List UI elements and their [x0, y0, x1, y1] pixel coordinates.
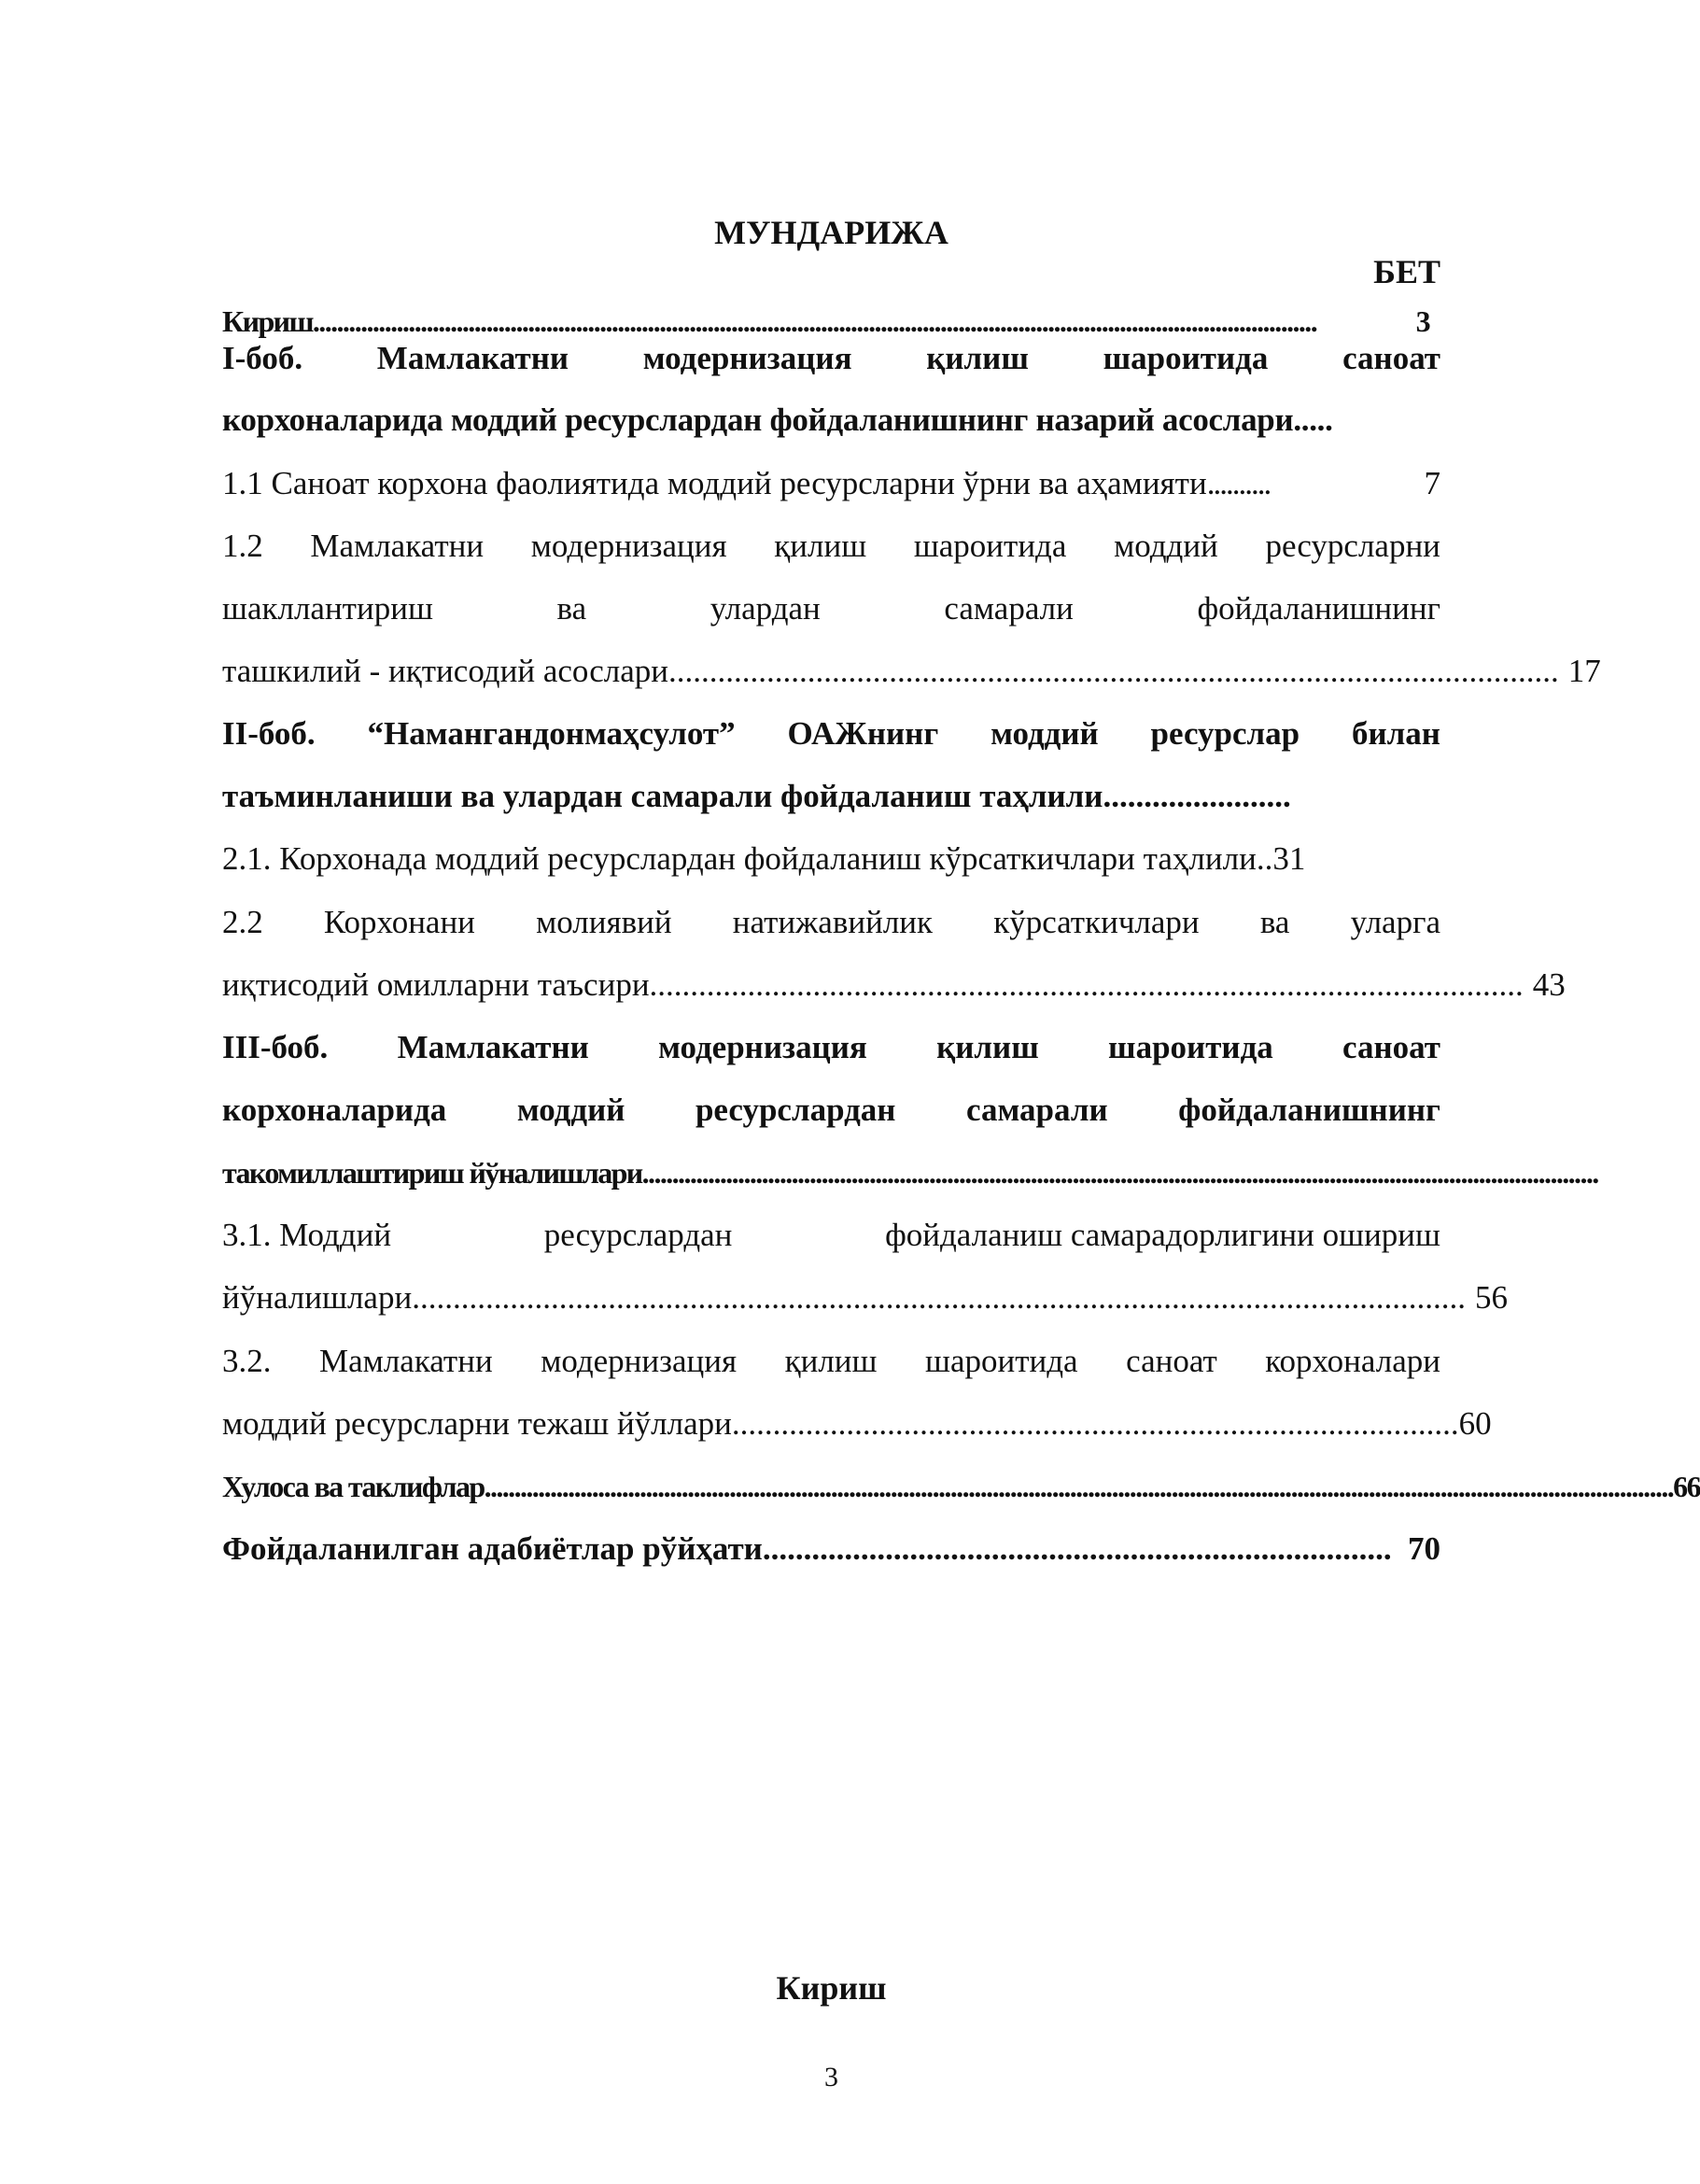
- toc-leader-dots: ..: [1256, 840, 1273, 877]
- toc-word: корхоналарида: [222, 1092, 447, 1128]
- toc-entry-title: йўналишлари: [222, 1279, 413, 1316]
- toc-word: ресурслардан: [543, 1217, 733, 1253]
- toc-section-1-2-line1[interactable]: [222, 526, 1440, 567]
- toc-word: молиявий: [536, 904, 672, 940]
- toc-entry-title: Фойдаланилган адабиётлар рўйҳати: [222, 1530, 763, 1567]
- toc-entry-title: 1.1 Саноат корхона фаолиятида моддий ресурсларни ўрни ва аҳамияти: [222, 465, 1207, 501]
- toc-word: 1.2: [222, 528, 263, 564]
- toc-leader-dots: ........................................................................................................................................................................: [312, 304, 1317, 338]
- toc-entry-title: таъминланиши ва улардан самарали фойдаланиш таҳлили: [222, 778, 1103, 814]
- toc-word: самарали: [965, 1092, 1108, 1128]
- toc-page-number: 60: [1458, 1405, 1492, 1442]
- toc-entry-title: иқтисодий омилларни таъсири: [222, 966, 650, 1003]
- toc-word: Мамлакатни: [376, 340, 569, 376]
- toc-word: саноат: [1342, 340, 1440, 376]
- toc-chapter-3-line1[interactable]: [222, 1027, 1440, 1068]
- toc-entry-title: моддий ресурсларни тежаш йўллари: [222, 1405, 732, 1442]
- toc-word: шароитида: [1103, 340, 1269, 376]
- toc-word: қилиш: [926, 340, 1029, 376]
- toc-section-1-2-line3[interactable]: [222, 651, 1601, 692]
- toc-word: модернизация: [658, 1029, 867, 1065]
- toc-leader-dots: ..........: [1206, 465, 1271, 501]
- page-number: 3: [824, 2062, 838, 2092]
- toc-word: қилиш: [784, 1343, 878, 1379]
- toc-section-3-2-line2[interactable]: [222, 1403, 1492, 1444]
- toc-word: ва: [556, 590, 587, 627]
- toc-leader-dots: .......................: [1103, 778, 1291, 814]
- toc-word: билан: [1352, 715, 1440, 752]
- toc-leader-dots: .............................................................................................................: [668, 653, 1559, 689]
- page-column-label: БЕТ: [1373, 253, 1440, 290]
- toc-entry-title: корхоналарида моддий ресурслардан фойдаланишнинг назарий асослари: [222, 402, 1294, 438]
- toc-word: қилиш: [774, 528, 867, 564]
- toc-word: ва: [1259, 904, 1290, 940]
- toc-entry-title: Кириш: [222, 304, 313, 338]
- toc-leader-dots: ...........................................................................................................: [649, 966, 1524, 1003]
- toc-word: модернизация: [541, 1343, 738, 1379]
- toc-section-1-2-line2[interactable]: [222, 588, 1440, 629]
- toc-word: самарали: [944, 590, 1074, 627]
- toc-word: корхоналари: [1265, 1343, 1440, 1379]
- toc-word: натижавийлик: [732, 904, 934, 940]
- toc-entry-title: Хулоса ва таклифлар: [222, 1470, 485, 1503]
- toc-leader-dots: .............................................................................: [762, 1530, 1392, 1567]
- toc-word: ресурсларни: [1265, 528, 1440, 564]
- toc-word: Мамлакатни: [310, 528, 485, 564]
- toc-leader-dots: ................................................................................................................................................................: [641, 1156, 1598, 1190]
- toc-entry-title: такомиллаштириш йўналишлари: [222, 1156, 642, 1190]
- toc-entry-references[interactable]: [222, 1529, 1440, 1570]
- toc-page-number: 31: [1272, 840, 1306, 877]
- toc-word: кўрсаткичлари: [993, 904, 1200, 940]
- toc-page-number: 56: [1474, 1279, 1508, 1316]
- toc-page-number: 43: [1532, 966, 1566, 1003]
- toc-page-number: 3: [1415, 304, 1429, 338]
- toc-word: ОАЖнинг: [787, 715, 939, 752]
- toc-word: фойдаланишнинг: [1197, 590, 1440, 627]
- toc-chapter-1-line2[interactable]: [222, 400, 1440, 441]
- toc-chapter-2-line1[interactable]: [222, 713, 1440, 754]
- toc-page-number: 66: [1673, 1470, 1700, 1503]
- toc-word: улардан: [710, 590, 821, 627]
- toc-leader-dots: .......................................................................................................................................................................................................: [484, 1470, 1674, 1503]
- toc-section-3-1-line2[interactable]: [222, 1277, 1508, 1318]
- toc-word: Мамлакатни: [319, 1343, 493, 1379]
- toc-entry-title: 2.1. Корхонада моддий ресурслардан фойдаланиш кўрсаткичлари таҳлили: [222, 840, 1257, 877]
- toc-section-1-1[interactable]: [222, 463, 1440, 504]
- toc-page-number: 7: [1424, 465, 1440, 501]
- toc-entry-intro[interactable]: [222, 301, 1440, 342]
- toc-chapter-1-line1[interactable]: [222, 338, 1440, 379]
- toc-chapter-3-line3[interactable]: [222, 1152, 1598, 1193]
- toc-word: фойдаланишнинг: [1178, 1092, 1440, 1128]
- toc-chapter-2-line2[interactable]: [222, 776, 1440, 817]
- toc-word: ресурслардан: [695, 1092, 896, 1128]
- toc-word: шароитида: [1108, 1029, 1273, 1065]
- toc-word: Мамлакатни: [397, 1029, 589, 1065]
- toc-word: шароитида: [925, 1343, 1078, 1379]
- toc-section-3-1-line1[interactable]: [222, 1215, 1440, 1256]
- toc-chapter-3-line2[interactable]: [222, 1090, 1440, 1131]
- toc-section-2-2-line1[interactable]: [222, 902, 1440, 943]
- toc-word: саноат: [1126, 1343, 1217, 1379]
- toc-leader-dots: .........................................................................................: [731, 1405, 1459, 1442]
- toc-section-2-1[interactable]: [222, 838, 1440, 880]
- toc-word: қилиш: [936, 1029, 1039, 1065]
- toc-word: уларга: [1350, 904, 1440, 940]
- toc-word: ресурслар: [1150, 715, 1300, 752]
- toc-word: фойдаланиш самарадорлигини ошириш: [885, 1217, 1440, 1253]
- toc-entry-title: ташкилий - иқтисодий асослари: [222, 653, 669, 689]
- toc-section-2-2-line2[interactable]: [222, 965, 1566, 1006]
- toc-page-number: 70: [1408, 1530, 1440, 1567]
- toc-word: шакллантириш: [222, 590, 433, 627]
- toc-page-number: 17: [1567, 653, 1601, 689]
- toc-word: III-боб.: [222, 1029, 329, 1065]
- section-heading-intro: Кириш: [776, 1969, 887, 2007]
- toc-word: саноат: [1342, 1029, 1440, 1065]
- toc-heading: МУНДАРИЖА: [714, 214, 948, 251]
- toc-entry-conclusion[interactable]: [222, 1466, 1700, 1507]
- toc-word: 3.2.: [222, 1343, 272, 1379]
- document-page: [222, 0, 1700, 2184]
- toc-word: “Намангандонмаҳсулот”: [367, 715, 736, 752]
- toc-word: Корхонани: [323, 904, 475, 940]
- toc-word: моддий: [1114, 528, 1218, 564]
- toc-word: моддий: [516, 1092, 625, 1128]
- toc-leader-dots: .....: [1293, 402, 1333, 438]
- toc-word: шароитида: [913, 528, 1067, 564]
- toc-word: I-боб.: [222, 340, 303, 376]
- toc-word: модернизация: [642, 340, 852, 376]
- toc-leader-dots: .................................................................................................................................: [412, 1279, 1466, 1316]
- toc-word: 2.2: [222, 904, 263, 940]
- toc-word: 3.1. Моддий: [222, 1217, 392, 1253]
- toc-word: II-боб.: [222, 715, 316, 752]
- toc-section-3-2-line1[interactable]: [222, 1341, 1440, 1382]
- toc-word: модернизация: [530, 528, 727, 564]
- toc-word: моддий: [990, 715, 1099, 752]
